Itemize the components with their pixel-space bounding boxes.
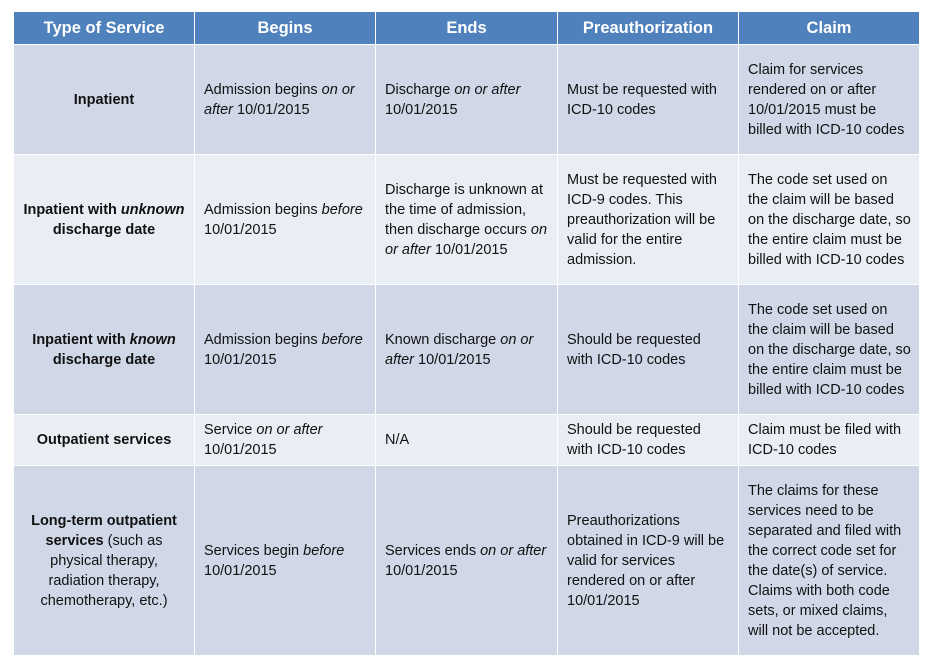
header-begins: Begins [195,12,376,45]
cell-preauthorization: Must be requested with ICD-10 codes [558,45,739,155]
cell-type: Inpatient with known discharge date [14,285,195,415]
header-preauthorization: Preauthorization [558,12,739,45]
cell-claim: The code set used on the claim will be based on the discharge date, so the entire claim must be billed with ICD-10 codes [739,285,920,415]
table-row-inpatient-known-discharge [14,285,920,415]
icd10-transition-table [13,11,920,656]
cell-ends: Known discharge on or after 10/01/2015 [376,285,558,415]
cell-type: Long-term outpatient services (such as physical therapy, radiation therapy, chemotherapy, etc.) [14,466,195,656]
cell-ends: Discharge is unknown at the time of admission, then discharge occurs on or after 10/01/2015 [376,155,558,285]
cell-claim: The claims for these services need to be separated and filed with the correct code set for the date(s) of service. Claims with both code sets, or mixed claims, will not be accepted. [739,466,920,656]
cell-begins: Admission begins on or after 10/01/2015 [195,45,376,155]
header-type-of-service: Type of Service [14,12,195,45]
header-row [14,12,920,45]
cell-ends: N/A [376,415,558,466]
cell-preauthorization: Should be requested with ICD-10 codes [558,415,739,466]
cell-preauthorization: Preauthorizations obtained in ICD-9 will be valid for services rendered on or after 10/01/2015 [558,466,739,656]
cell-type: Inpatient [14,45,195,155]
header-ends: Ends [376,12,558,45]
cell-begins: Service on or after 10/01/2015 [195,415,376,466]
icd10-transition-table-wrapper [13,11,920,656]
cell-begins: Admission begins before 10/01/2015 [195,155,376,285]
table-row-inpatient-unknown-discharge [14,155,920,285]
cell-type: Inpatient with unknown discharge date [14,155,195,285]
table-row-inpatient [14,45,920,155]
cell-begins: Services begin before 10/01/2015 [195,466,376,656]
table-row-long-term-outpatient [14,466,920,656]
cell-ends: Discharge on or after 10/01/2015 [376,45,558,155]
cell-type: Outpatient services [14,415,195,466]
cell-claim: Claim must be filed with ICD-10 codes [739,415,920,466]
cell-begins: Admission begins before 10/01/2015 [195,285,376,415]
cell-claim: Claim for services rendered on or after 10/01/2015 must be billed with ICD-10 codes [739,45,920,155]
table-row-outpatient [14,415,920,466]
cell-claim: The code set used on the claim will be based on the discharge date, so the entire claim must be billed with ICD-10 codes [739,155,920,285]
cell-preauthorization: Should be requested with ICD-10 codes [558,285,739,415]
cell-ends: Services ends on or after 10/01/2015 [376,466,558,656]
cell-preauthorization: Must be requested with ICD-9 codes. This preauthorization will be valid for the entire admission. [558,155,739,285]
header-claim: Claim [739,12,920,45]
